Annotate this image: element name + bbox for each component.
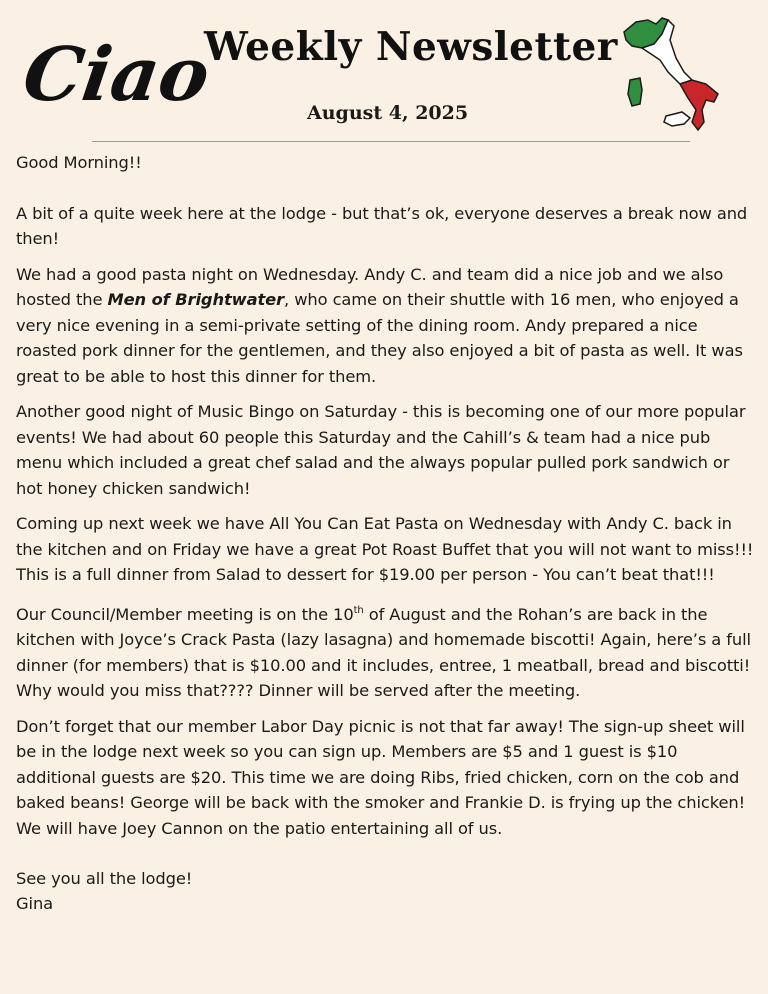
svg-text:Ciao: Ciao <box>18 30 215 118</box>
ordinal-suffix: th <box>353 604 364 616</box>
header-divider <box>92 141 690 142</box>
paragraph-music-bingo: Another good night of Music Bingo on Saturday - this is becoming one of our more popular events! We had about 60 people this Saturday and the Cahill’s & team had a nice pub menu which included a great chef salad and the always popular pulled pork sandwich or hot honey chicken sandwich! <box>16 402 746 498</box>
italy-flag-map-icon <box>618 14 722 132</box>
p2-text-a: We had a good pasta night on Wednesday. Andy C. and team did a nice job and we also hosted the <box>16 264 724 309</box>
p2-text-c: , who came on their shuttle with 16 men, who enjoyed a very nice evening in a semi-private setting of the dining room. Andy prepared a nice roasted pork dinner for the gentlemen, and they also enjoyed a bit of pasta as well. It was great to be able to host this dinner for them. <box>16 290 743 386</box>
newsletter-date: August 4, 2025 <box>307 102 469 124</box>
signature: Gina <box>16 894 54 913</box>
paragraph-next-week: Coming up next week we have All You Can Eat Pasta on Wednesday with Andy C. back in the kitchen and on Friday we have a great Pot Roast Buffet that you will not want to miss!!! This is a full dinner from Salad to dessert for $19.00 per person - You can’t beat that!!! <box>16 514 754 584</box>
ciao-logo <box>18 20 215 120</box>
p5-text-a: Our Council/Member meeting is on the 10 <box>16 604 354 624</box>
newsletter-body <box>16 150 756 916</box>
paragraph-council-meeting <box>16 602 756 704</box>
closing-line: See you all the lodge! <box>16 869 193 888</box>
men-of-brightwater: Men of Brightwater <box>107 290 285 309</box>
paragraph-quiet-week: A bit of a quite week here at the lodge - but that’s ok, everyone deserves a break now and then! <box>16 203 748 248</box>
paragraph-pasta-night <box>16 262 756 390</box>
paragraph-labor-day-picnic: Don’t forget that our member Labor Day picnic is not that far away! The sign-up sheet will be in the lodge next week so you can sign up. Members are $5 and 1 guest is $10 additional guests are $20. This time we are doing Ribs, fried chicken, corn on the cob and baked beans! George will be back with the smoker and Frankie D. is frying up the chicken! We will have Joey Cannon on the patio entertaining all of us. <box>16 716 746 838</box>
p5-text-b: of August and the Rohan’s are back in the kitchen with Joyce’s Crack Pasta (lazy lasagna) and homemade biscotti! Again, here’s a full dinner (for members) that is $10.00 and it includes, entree, 1 meatball, bread and biscotti! Why would you miss that???? Dinner will be served after the meeting. <box>16 604 751 700</box>
newsletter-title: Weekly Newsletter <box>204 24 618 70</box>
greeting: Good Morning!! <box>16 153 142 172</box>
